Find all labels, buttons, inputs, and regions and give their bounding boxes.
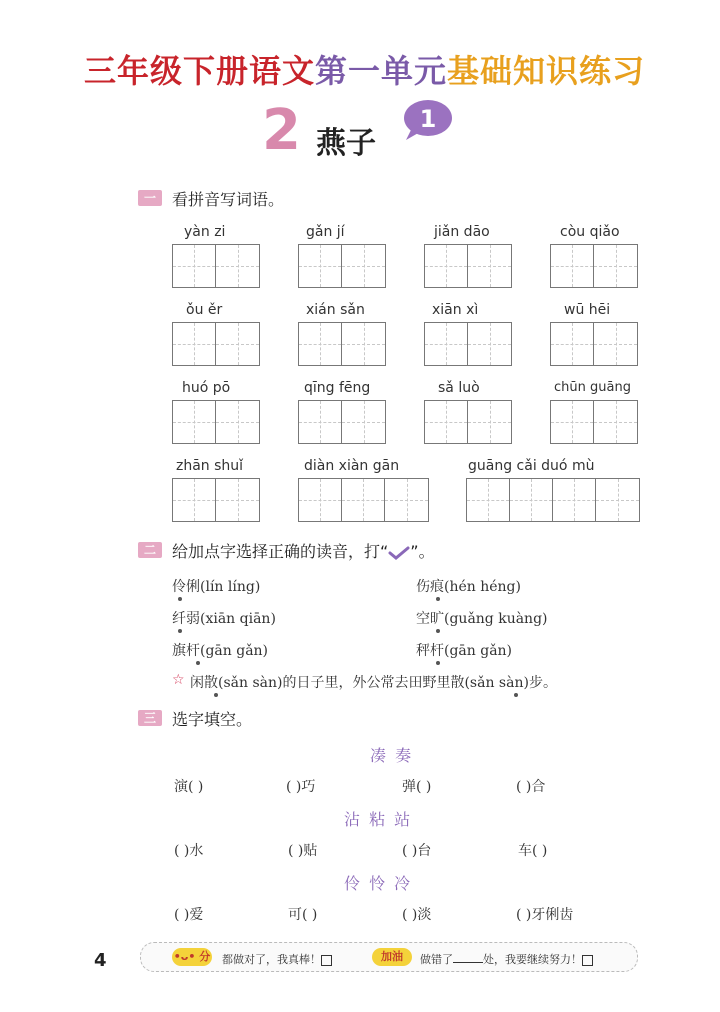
writing-grid[interactable]	[172, 244, 260, 288]
reading-question[interactable]: 旗杆(gān gǎn)	[172, 643, 269, 659]
emphasis-dot	[196, 661, 200, 665]
fill-blank[interactable]: ( )水	[174, 843, 204, 859]
word-options: 伶 怜 冷	[344, 874, 413, 893]
title-unit: 第一单元	[315, 52, 448, 90]
writing-grid[interactable]	[424, 244, 512, 288]
pinyin-label: jiǎn dāo	[434, 224, 490, 240]
page-number: 4	[94, 950, 107, 971]
checkbox-mistakes[interactable]	[582, 955, 593, 966]
title-grade: 三年级下册语文	[84, 52, 316, 90]
section-3-tag: 三	[138, 710, 162, 726]
emphasis-dot	[214, 693, 218, 697]
fill-blank[interactable]: 演( )	[174, 779, 204, 795]
fill-blank[interactable]: ( )爱	[174, 907, 204, 923]
writing-grid[interactable]	[298, 400, 386, 444]
fill-blank[interactable]: ( )牙俐齿	[516, 907, 574, 923]
reading-question-sentence[interactable]: 闲散(sǎn sàn)的日子里，外公常去田野里散(sǎn sàn)步。	[190, 675, 557, 691]
section-2-title	[172, 539, 435, 562]
lesson-title: 燕子	[316, 126, 376, 161]
pinyin-label: xián sǎn	[306, 302, 365, 318]
writing-grid[interactable]	[550, 244, 638, 288]
emphasis-dot	[178, 629, 182, 633]
fill-blank[interactable]: ( )台	[402, 843, 432, 859]
pinyin-label: gǎn jí	[306, 224, 345, 240]
writing-grid[interactable]	[298, 244, 386, 288]
section-2-tag: 二	[138, 542, 162, 558]
writing-grid[interactable]	[172, 400, 260, 444]
pinyin-label: còu qiǎo	[560, 224, 620, 240]
lesson-part: 1	[419, 105, 437, 133]
reading-question[interactable]: 伶俐(lín líng)	[172, 579, 261, 595]
fill-blank[interactable]: ( )合	[516, 779, 546, 795]
self-check-mistakes-prefix: 做错了	[420, 953, 453, 966]
section-2-title-after: ”。	[410, 542, 435, 561]
self-check-mistakes	[420, 951, 593, 967]
checkmark-icon	[388, 546, 410, 560]
reading-question[interactable]: 空旷(guǎng kuàng)	[416, 611, 548, 627]
pinyin-label: sǎ luò	[438, 380, 480, 396]
pinyin-label: yàn zi	[184, 224, 226, 240]
section-2-title-before: 给加点字选择正确的读音，打“	[172, 542, 389, 561]
emphasis-dot	[514, 693, 518, 697]
fill-blank[interactable]: ( )淡	[402, 907, 432, 923]
pinyin-label: guāng cǎi duó mù	[468, 458, 595, 474]
page-title	[84, 46, 645, 92]
writing-grid[interactable]	[172, 322, 260, 366]
fill-blank[interactable]: 可( )	[288, 907, 318, 923]
title-subject: 基础知识练习	[447, 52, 646, 90]
emphasis-dot	[178, 597, 182, 601]
emphasis-dot	[436, 629, 440, 633]
pinyin-label: huó pō	[182, 380, 231, 396]
reading-question[interactable]: 伤痕(hén héng)	[416, 579, 521, 595]
lesson-number: 2	[262, 98, 301, 163]
fill-blank[interactable]: 车( )	[518, 843, 548, 859]
pinyin-label: qīng fēng	[304, 380, 371, 396]
pinyin-label: zhān shuǐ	[176, 458, 244, 474]
writing-grid[interactable]	[424, 322, 512, 366]
self-check-mistakes-suffix: 处，我要继续努力！	[483, 953, 582, 966]
fill-blank[interactable]: ( )巧	[286, 779, 316, 795]
score-badge	[172, 948, 212, 966]
pinyin-label: chūn guāng	[554, 380, 631, 395]
pinyin-label: wū hēi	[564, 302, 611, 318]
score-badge-label: 分	[199, 950, 211, 963]
writing-grid[interactable]	[466, 478, 640, 522]
writing-grid[interactable]	[424, 400, 512, 444]
section-1-tag: 一	[138, 190, 162, 206]
writing-grid[interactable]	[172, 478, 260, 522]
encourage-badge: 加油	[372, 948, 412, 966]
star-icon: ☆	[172, 672, 185, 688]
self-check-correct-text: 都做对了，我真棒！	[222, 953, 321, 966]
pinyin-label: diàn xiàn gān	[304, 458, 400, 474]
speech-bubble-icon	[398, 98, 454, 142]
fill-blank[interactable]: ( )贴	[288, 843, 318, 859]
section-3-title: 选字填空。	[172, 710, 253, 729]
mistake-count-blank[interactable]	[453, 952, 483, 963]
emphasis-dot	[436, 597, 440, 601]
emphasis-dot	[436, 661, 440, 665]
writing-grid[interactable]	[298, 322, 386, 366]
word-options: 沾 粘 站	[344, 810, 413, 829]
writing-grid[interactable]	[550, 400, 638, 444]
smile-icon: •ᴗ•	[173, 950, 196, 963]
self-check-correct	[222, 951, 332, 967]
reading-question[interactable]: 秤杆(gān gǎn)	[416, 643, 513, 659]
pinyin-label: xiān xì	[432, 302, 479, 318]
word-options: 凑 奏	[370, 746, 414, 765]
checkbox-correct[interactable]	[321, 955, 332, 966]
section-1-title: 看拼音写词语。	[172, 190, 285, 209]
writing-grid[interactable]	[298, 478, 429, 522]
fill-blank[interactable]: 弹( )	[402, 779, 432, 795]
writing-grid[interactable]	[550, 322, 638, 366]
reading-question[interactable]: 纤弱(xiān qiān)	[172, 611, 276, 627]
pinyin-label: ǒu ěr	[186, 302, 223, 318]
